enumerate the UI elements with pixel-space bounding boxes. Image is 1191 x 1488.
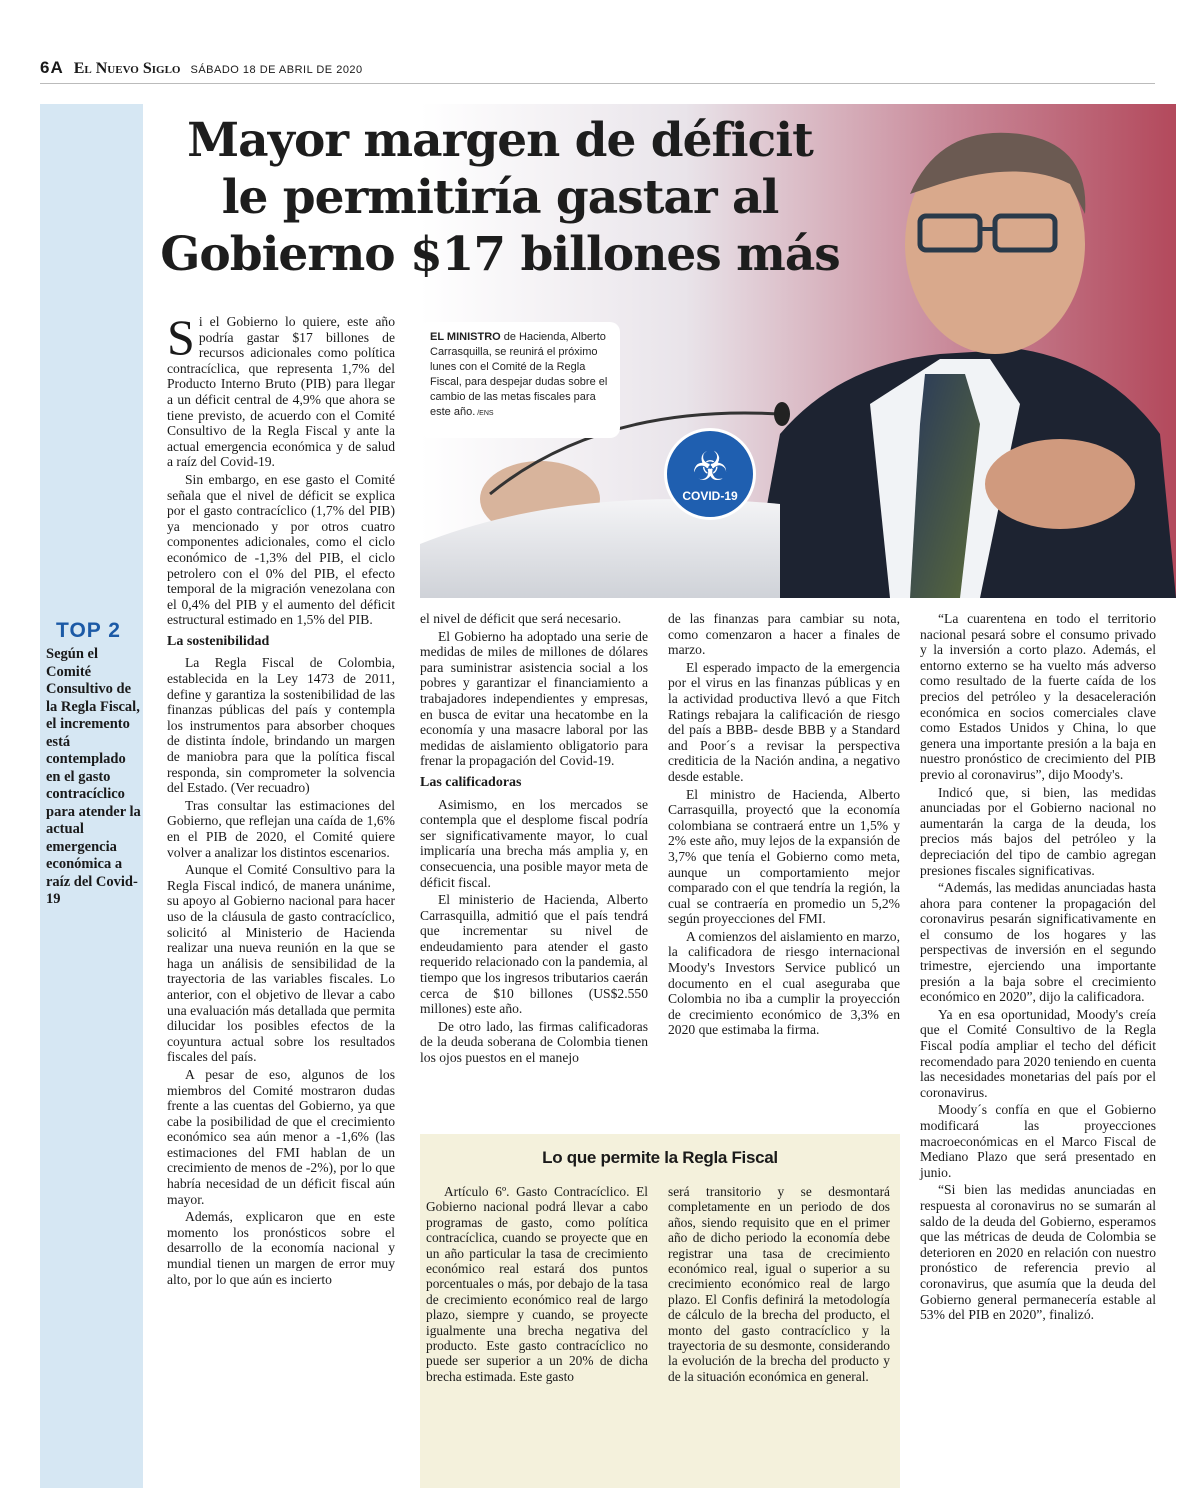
article-paragraph: A comienzos del aislamiento en marzo, la calificadora de riesgo internacional Moody's Investors Service publicó un documento en el cual aseguraba que Colombia no iba a cumplir la proyección de crecimiento económico de 3,3% en 2020 que estimaba la firma.	[668, 928, 900, 1038]
article-paragraph: Tras consultar las estimaciones del Gobierno, que reflejan una caída de 1,6% en el PIB de 2020, el Comité quiere volver a analizar los distintos escenarios.	[167, 797, 395, 860]
article-paragraph: Además, explicaron que en este momento los pronósticos sobre el desarrollo de la economía nacional y mundial tienen un margen de error muy alto, por lo que aún es incierto	[167, 1209, 395, 1287]
article-paragraph: La Regla Fiscal de Colombia, establecida en la Ley 1473 de 2011, define y garantiza la sostenibilidad de las finanzas públicas del país y contempla los instrumentos para absorber choques de distinta índole, brindando un margen de maniobra para que la política fiscal responda, sin comprometer la solvencia del Estado. (Ver recuadro)	[167, 655, 395, 796]
headline-line-2: le permitiría gastar al	[221, 170, 779, 225]
article-paragraph: “Si bien las medidas anunciadas en respuesta al coronavirus no se sumarán al saldo de la deuda del Gobierno, esperamos que las métricas de deuda de Colombia se deterioren en 2020 en relación con nuestro pronóstico de referencia previo al coronavirus, que asumía que la deuda del Gobierno general permanecería estable al 53% del PIB en 2020”, finalizó.	[920, 1182, 1156, 1323]
article-column-4	[920, 611, 1156, 1325]
article-paragraph: Si el Gobierno lo quiere, este año podría gastar $17 billones de recursos adicionales como política contracíclica, que representa 1,7% del Producto Interno Bruto (PIB) para llegar a un déficit central de 4,9% que ahora se tiene previsto, de acuerdo con el Comité Consultivo de la Regla Fiscal y ante la actual emergencia económica y de salud a raíz del Covid-19.	[167, 309, 395, 470]
article-paragraph: “Además, las medidas anunciadas hasta ahora para contener la propagación del coronavirus pesarán significativamente en el consumo de los hogares y las perspectivas de inversión en el segundo trimestre, ejerciendo una importante presión a la baja sobre el crecimiento económico en 2020”, dijo la calificadora.	[920, 880, 1156, 1005]
page-header	[40, 58, 1155, 84]
article-paragraph: Indicó que, si bien, las medidas anunciadas por el Gobierno nacional no aumentarán la carga de la deuda, los precios más bajos del petróleo y la depreciación del tipo de cambio agregan presiones fiscales significativas.	[920, 784, 1156, 878]
article-paragraph: El ministro de Hacienda, Alberto Carrasquilla, proyectó que la economía colombiana se contraerá entre un 1,5% y 2% este año, muy lejos de la expansión de 3,7% que tenía el Gobierno como meta, aunque un comportamiento mejor comparado con el que tendría la región, la cual se contraería en promedio un 5,2% según proyecciones del FMI.	[668, 786, 900, 927]
article-paragraph: El Gobierno ha adoptado una serie de medidas de miles de millones de dólares para suministrar asistencia social a los pobres y garantizar el financiamiento a trabajadores independientes y empresas, en busca de evitar una hecatombe en la economía y una masacre laboral por las medidas de aislamiento obligatorio para frenar la propagación del Covid-19.	[420, 628, 648, 769]
regla-fiscal-box	[420, 1134, 900, 1488]
issue-date: SÁBADO 18 DE ABRIL DE 2020	[190, 64, 363, 76]
article-paragraph: El ministerio de Hacienda, Alberto Carrasquilla, admitió que el país tendrá que incrementar su nivel de endeudamiento para atender el gasto requerido relacionado con la pandemia, al tiempo que los ingresos tributarios caerán cerca de $10 billones (US$2.550 millones) este año.	[420, 892, 648, 1017]
sidebar-text: Según el Comité Consultivo de la Regla Fiscal, el incremento está contemplado en el gasto contracíclico para atender la actual emergencia económica a raíz del Covid-19	[46, 646, 141, 907]
article-paragraph: “La cuarentena en todo el territorio nacional pesará sobre el consumo privado y la inversión a corto plazo. Además, el entorno externo se ha vuelto más adverso como resultado de la fuerte caída de los precios del petróleo y la desaceleración económica en socios comerciales clave como Estados Unidos y China, lo que genera una importante presión a la baja en nuestro pronóstico de crecimiento del PIB previo al coronavirus”, dijo Moody's.	[920, 611, 1156, 782]
headline-line-1: Mayor margen de déficit	[187, 113, 813, 168]
article-paragraph: de las finanzas para cambiar su nota, como comenzaron a hacer a finales de marzo.	[668, 611, 900, 658]
caption-credit: /ENS	[475, 410, 494, 417]
caption-text: de Hacienda, Alberto Carrasquilla, se reunirá el próximo lunes con el Comité de la Regla Fiscal, para despejar dudas sobre el cambio de las metas fiscales para este año.	[430, 331, 608, 418]
covid-badge	[664, 428, 756, 520]
article-paragraph: Sin embargo, en ese gasto el Comité señala que el nivel de déficit se explica por el gasto contracíclico (1,7% del PIB) ya mencionado y por otros cuatro componentes adicionales, como el ciclo económico de -1,3% del PIB, el ciclo petrolero con el 0% del PIB, el efecto temporal de la migración venezolana con el 0,4% del PIB y el aumento del déficit estructural estimado en 1,5% del PIB.	[167, 471, 395, 628]
biohazard-icon: ☣	[692, 444, 728, 490]
caption-lead: EL MINISTRO	[430, 331, 501, 343]
article-paragraph: Ya en esa oportunidad, Moody's creía que el Comité Consultivo de la Regla Fiscal podía ampliar el techo del déficit recomendado para 2020 teniendo en cuenta las necesidades monetarias del país por el coronavirus.	[920, 1006, 1156, 1100]
article-column-2	[420, 611, 648, 1068]
subhead: La sostenibilidad	[167, 633, 270, 649]
box-column-2	[668, 1184, 890, 1386]
article-column-1	[167, 309, 395, 1289]
newspaper-name: El Nuevo Siglo	[73, 60, 181, 77]
article-paragraph: El esperado impacto de la emergencia por el virus en las finanzas públicas y en la actividad productiva llevó a que Fitch Ratings rebajara la calificación de riesgo del país a BBB- desde BBB y a Standard and Poor´s a revisar la perspectiva crediticia de la Nación andina, a negativo desde estable.	[668, 659, 900, 784]
page-number: 6A	[40, 58, 64, 77]
article-paragraph: A pesar de eso, algunos de los miembros del Comité mostraron dudas frente a las cuentas del Gobierno, ya que cabe la posibilidad de que el crecimiento económico sea aún menor a -1,6% (las estimaciones del FMI hablan de un crecimiento de menos de -2%), por lo que habría necesidad de un déficit fiscal aún mayor.	[167, 1066, 395, 1207]
box-paragraph: será transitorio y se desmontará completamente en un periodo de dos años, siendo requisito que en el primer año de dicho periodo la economía debe registrar una tasa de crecimiento económico real, igual o superior a su crecimiento económico real de largo plazo. El Confis definirá la metodología de cálculo de la brecha del producto, el monto del gasto contracíclico y la trayectoria de su desmonte, considerando la evolución de la brecha del producto y de la situación económica en general.	[668, 1184, 890, 1384]
article-column-3	[668, 611, 900, 1040]
article-paragraph: el nivel de déficit que será necesario.	[420, 611, 622, 626]
sidebar-title: TOP 2	[56, 619, 121, 642]
headline-line-3: Gobierno $17 billones más	[160, 227, 840, 282]
sidebar-panel	[40, 104, 143, 1488]
article-paragraph: Moody´s confía en que el Gobierno modificará las proyecciones macroeconómicas en el Marco Fiscal de Mediano Plazo que será presentado en junio.	[920, 1102, 1156, 1180]
photo-caption	[420, 322, 620, 438]
subhead: Las calificadoras	[420, 774, 522, 790]
headline	[150, 112, 850, 283]
box-column-1	[426, 1184, 648, 1386]
box-paragraph: Artículo 6º. Gasto Contracíclico. El Gobierno nacional podrá llevar a cabo programas de gasto, como política contracíclica, cuando se proyecte que en un año particular la tasa de crecimiento económico real estará dos puntos porcentuales o más, por debajo de la tasa de crecimiento económico real de largo plazo, siempre y cuando, se proyecte igualmente una brecha negativa del producto. Este gasto contracíclico no puede ser superior a un 20% de dicha brecha estimada. Este gasto	[426, 1184, 648, 1384]
article-paragraph: De otro lado, las firmas calificadoras de la deuda soberana de Colombia tienen los ojos puestos en el manejo	[420, 1018, 648, 1066]
drop-cap: S	[167, 309, 195, 365]
article-paragraph: Aunque el Comité Consultivo para la Regla Fiscal indicó, de manera unánime, su apoyo al Gobierno nacional para hacer uso de la cláusula de gasto contracíclico, solicitó al Ministerio de Hacienda realizar una nueva reunión en la que se haga un análisis de sensibilidad de la trayectoria de las variables fiscales. Lo anterior, con el objetivo de llevar a cabo una evaluación más detallada que permita dilucidar los posibles efectos de la coyuntura actual sobre los resultados fiscales del país.	[167, 862, 395, 1065]
article-paragraph: Asimismo, en los mercados se contempla que el desplome fiscal podría ser significativamente mayor, lo cual implicaría una brecha más amplia y, en consecuencia, una posible mayor meta de déficit fiscal.	[420, 796, 648, 890]
box-title: Lo que permite la Regla Fiscal	[542, 1148, 778, 1167]
covid-badge-label: COVID-19	[682, 489, 738, 503]
